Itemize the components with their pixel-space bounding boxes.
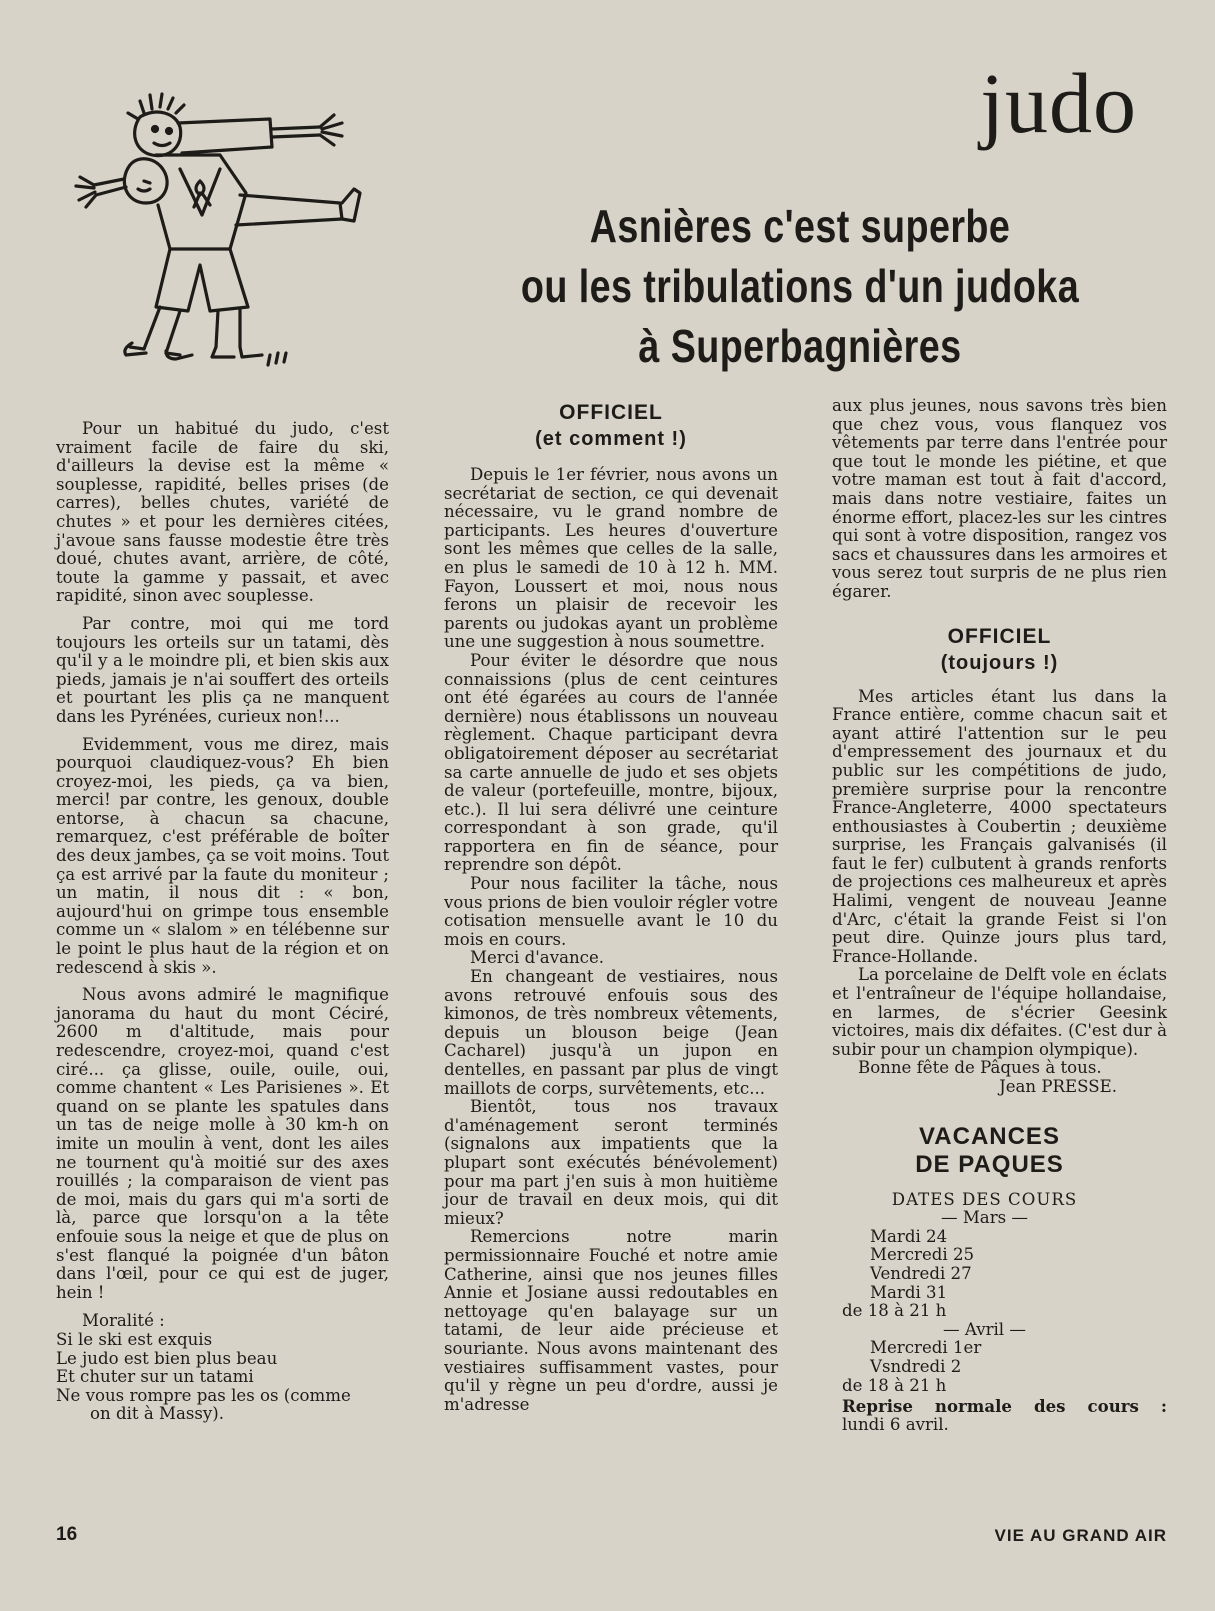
verse-line: Ne vous rompre pas les os (comme bbox=[56, 1385, 351, 1405]
moralite-label: Moralité : bbox=[82, 1311, 165, 1331]
column-1 bbox=[56, 420, 389, 1424]
paragraph: Depuis le 1er février, nous avons un secrétariat de section, ce qui devenait nécessaire, vu le grand nombre de participants. Les heures d'ouverture sont les mêmes que celles de la salle, en plus le samedi de 10 à 12 h. MM. Fayon, Loussert et moi, nous nous ferons un plaisir de recevoir les parents ou judokas ayant un problème une une suggestion à nous soumettre. bbox=[444, 465, 778, 652]
paragraph: Pour nous faciliter la tâche, nous vous prions de bien vouloir régler votre cotisation mensuelle avant le 10 du mois en cours. bbox=[444, 874, 778, 949]
verse-line: Si le ski est exquis bbox=[56, 1329, 213, 1349]
column-3 bbox=[832, 397, 1167, 1434]
column-2 bbox=[444, 400, 778, 1414]
paragraph: Pour éviter le désordre que nous connaissions (plus de cent ceintures ont été égarées au cours de l'année dernière) nous établissons un nouveau règlement. Chaque participant devra obligatoirement déposer au secrétariat sa carte annuelle de judo et ses objets de valeur (portefeuille, montre, bijoux, etc.). Il lui sera délivré une ceinture correspondant à son grade, qu'il rapportera en fin de séance, pour reprendre son dépôt. bbox=[444, 650, 778, 875]
paragraph: La porcelaine de Delft vole en éclats et l'entraîneur de l'équipe hollandaise, en larmes, de s'écrier Geesink victoires, mais dix défaites. (C'est dur à subir pour un champion olympique). bbox=[832, 965, 1167, 1059]
verse-line: Le judo est bien plus beau bbox=[56, 1348, 278, 1368]
subheading-toujours: (toujours !) bbox=[940, 651, 1059, 674]
paragraph: Nous avons admiré le magnifique janorama du haut du mont Céciré, 2600 m d'altitude, mais pour redescendre, croyez-moi, quand c'est ciré... ça glisse, ouile, ouile, oui, comme chantent « Les Parisienes ». Et quand on se plante les spatules dans un tas de neige molle à 30 km-h on imite un moulin à vent, dont les ailes ne tournent qu'à moitié sur des axes rouillés ; la comparaison de vient pas de moi, mais du gars qui m'a sorti de là, parce que lorsqu'on a la tête enfouie sous la neige et que de plus on s'est flanqué la poignée d'un bâton dans l'œil, pour ce qui est de juger, hein ! bbox=[56, 985, 389, 1302]
paragraph: Remercions notre marin permissionnaire Fouché et notre amie Catherine, ainsi que nos jeunes filles Annie et Josiane aussi redoutables en nettoyage qu'en balayage sur un tatami, de leur aide précieuse et souriante. Nous avons maintenant des vestiaires suffisamment vastes, pour qu'il y règne un peu d'ordre, aussi je m'adresse bbox=[444, 1227, 778, 1414]
paragraph: Pour un habitué du judo, c'est vraiment facile de faire du ski, d'ailleurs la devise est la même « souplesse, rapidité, belles prises (de carres), belles chutes, variété de chutes » et pour les dernières citées, j'avoue sans fausse modestie être très doué, chutes avant, arrière, de côté, toute la gamme y passait, et avec rapidité, sinon avec souplesse. bbox=[56, 419, 389, 606]
date-item: Vsndredi 2 bbox=[870, 1356, 962, 1376]
poem bbox=[56, 1312, 389, 1424]
subheading-officiel: OFFICIEL bbox=[559, 401, 663, 424]
date-item: Vendredi 27 bbox=[870, 1263, 972, 1283]
paragraph: Mes articles étant lus dans la France entière, comme chacun sait et ayant attiré l'attention sur le peu d'empressement des journaux et du public sur les compétitions de judo, première surprise pour la rencontre France-Angleterre, 4000 spectateurs enthousiastes à Coubertin ; deuxième surprise, les Français galvanisés (il faut le fer) culbutent à grands renforts de projections ces malheureux et après Halimi, vengent de nouveau Jeanne d'Arc, c'était la grande Feist si l'on peut dire. Quinze jours plus tard, France-Hollande. bbox=[832, 686, 1167, 966]
headline-line-2: ou les tribulations d'un judoka bbox=[520, 260, 1080, 312]
reprise-note: Reprise normale des cours : bbox=[842, 1396, 1167, 1417]
subheading-officiel: OFFICIEL bbox=[947, 624, 1052, 648]
verse-line: on dit à Massy). bbox=[90, 1404, 225, 1424]
reprise-date: lundi 6 avril. bbox=[842, 1414, 949, 1434]
page-number: 16 bbox=[56, 1524, 78, 1545]
dates-title: DATES DES COURS bbox=[891, 1189, 1078, 1209]
paragraph: Bientôt, tous nos travaux d'aménagement seront terminés (signalons aux impatients que la plupart sont exécutés bénévolement) pour ma part j'en suis à mon huitième jour de travail en deux mois, qui dit mieux? bbox=[444, 1097, 778, 1228]
date-item: Mercredi 1er bbox=[870, 1338, 982, 1358]
paragraph: Bonne fête de Pâques à tous. bbox=[858, 1058, 1102, 1078]
subheading-et-comment: (et comment !) bbox=[535, 428, 687, 450]
paragraph: Merci d'avance. bbox=[470, 948, 605, 968]
vacances-title bbox=[832, 1123, 1167, 1179]
date-item: Mardi 31 bbox=[870, 1282, 948, 1302]
paragraph: aux plus jeunes, nous savons très bien que chez vous, vous flanquez vos vêtements par terre dans l'entrée pour que tout le monde les piétine, et que votre maman est tout à fait d'accord, mais dans notre vestiaire, faites un énorme effort, placez-les sur les cintres qui sont à votre disposition, rangez vos sacs et chaussures dans les armoires et vous serez tout surpris de ne plus rien égarer. bbox=[832, 396, 1167, 601]
paragraph: Evidemment, vous me direz, mais pourquoi claudiquez-vous? Eh bien croyez-moi, les pieds, ça va bien, merci! par contre, les genoux, double entorse, à chacun sa chacune, remarquez, c'est préférable de boîter des deux jambes, ça se voit moins. Tout ça est arrivé par la faute du moniteur ; un matin, il nous dit : « bon, aujourd'hui on grimpe tous ensemble comme un « slalom » en télébenne sur le point le plus haut de la région et on redescend à skis ». bbox=[56, 734, 389, 977]
date-item: Mardi 24 bbox=[870, 1226, 948, 1246]
date-item: Mercredi 25 bbox=[870, 1245, 975, 1265]
signature: Jean PRESSE. bbox=[999, 1077, 1117, 1096]
headline-line-3: à Superbagnières bbox=[638, 320, 962, 372]
verse-line: Et chuter sur un tatami bbox=[56, 1367, 254, 1387]
magazine-name: VIE AU GRAND AIR bbox=[994, 1526, 1167, 1545]
vacances-title-line-2: DE PAQUES bbox=[915, 1150, 1064, 1178]
judoka-illustration bbox=[60, 85, 400, 385]
month-label-mars: — Mars — bbox=[940, 1208, 1029, 1228]
hours-item: de 18 à 21 h bbox=[842, 1301, 947, 1321]
hours-item: de 18 à 21 h bbox=[842, 1375, 947, 1395]
section-title: judo bbox=[980, 55, 1137, 151]
vacances-title-line-1: VACANCES bbox=[919, 1122, 1060, 1150]
month-label-avril: — Avril — bbox=[943, 1319, 1026, 1339]
article-headline bbox=[497, 196, 1104, 376]
paragraph: En changeant de vestiaires, nous avons retrouvé enfouis sous des kimonos, de très nombreux vêtements, depuis un blouson beige (Jean Cacharel) jusqu'à un jupon en dentelles, en passant par plus de vingt maillots de corps, survêtements, etc... bbox=[444, 967, 778, 1098]
paragraph: Par contre, moi qui me tord toujours les orteils sur un tatami, dès qu'il y a le moindre pli, et bien skis aux pieds, jamais je n'ai souffert des orteils et pourtant les plis ça ne manquent dans les Pyrénées, curieux non!... bbox=[56, 613, 389, 726]
headline-line-1: Asnières c'est superbe bbox=[589, 200, 1011, 252]
